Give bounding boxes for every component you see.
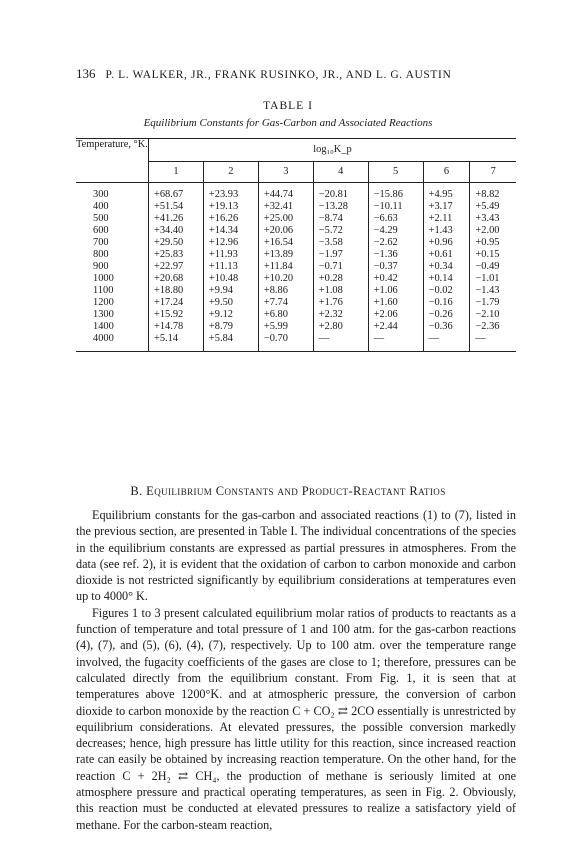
- logk-cell: −0.02: [423, 285, 470, 297]
- logk-cell: +14.34: [203, 225, 258, 237]
- logk-cell: −0.70: [258, 333, 313, 345]
- temperature-cell: 600: [76, 225, 149, 237]
- logk-cell: +6.80: [258, 309, 313, 321]
- table-row: [76, 321, 516, 333]
- logk-cell: +0.95: [475, 237, 500, 248]
- logk-cell: +18.80: [149, 285, 204, 297]
- logk-cell: +11.84: [258, 261, 313, 273]
- logk-cell: +0.61: [423, 249, 470, 261]
- logk-cell: −15.86: [368, 189, 423, 201]
- table-row: [76, 225, 516, 237]
- logk-cell: +0.14: [423, 273, 470, 285]
- logk-cell: +17.24: [149, 297, 204, 309]
- logk-cell: +2.44: [368, 321, 423, 333]
- author-line: P. L. WALKER, JR., FRANK RUSINKO, JR., AND L. G. AUSTIN: [105, 69, 452, 81]
- logk-cell: +8.86: [258, 285, 313, 297]
- logk-cell: +2.32: [313, 309, 368, 321]
- temperature-cell: 4000: [76, 333, 149, 345]
- logk-cell: +10.20: [258, 273, 313, 285]
- logk-cell: —: [313, 333, 368, 345]
- logk-cell: −1.43: [475, 285, 500, 296]
- logk-cell: +8.82: [475, 189, 500, 200]
- logk-cell: +11.93: [203, 249, 258, 261]
- logk-cell: −1.36: [368, 249, 423, 261]
- logk-cell: —: [423, 333, 470, 345]
- table-row: [76, 261, 516, 273]
- logk-header: log₁₀K_p: [313, 144, 352, 155]
- logk-cell: +1.43: [423, 225, 470, 237]
- logk-cell: +5.99: [258, 321, 313, 333]
- logk-cell: +22.97: [149, 261, 204, 273]
- logk-cell: −4.29: [368, 225, 423, 237]
- logk-cell: +41.26: [149, 213, 204, 225]
- table-caption: Equilibrium Constants for Gas-Carbon and Associated Reactions: [143, 117, 433, 129]
- logk-cell: +2.00: [475, 225, 500, 236]
- table-title: TABLE I: [263, 100, 313, 112]
- temperature-cell: 1200: [76, 297, 149, 309]
- logk-cell: −1.01: [475, 273, 500, 284]
- logk-cell: −10.11: [368, 201, 423, 213]
- logk-cell: +20.06: [258, 225, 313, 237]
- logk-cell: −13.28: [313, 201, 368, 213]
- logk-cell: −2.36: [475, 321, 500, 332]
- logk-cell: +44.74: [258, 189, 313, 201]
- logk-cell: +25.00: [258, 213, 313, 225]
- logk-cell: +4.95: [423, 189, 470, 201]
- column-header: 5: [368, 162, 423, 183]
- logk-cell: +16.26: [203, 213, 258, 225]
- column-header: 4: [313, 162, 368, 183]
- logk-cell: −0.36: [423, 321, 470, 333]
- logk-cell: −0.71: [313, 261, 368, 273]
- temperature-cell: 800: [76, 249, 149, 261]
- logk-cell: +16.54: [258, 237, 313, 249]
- logk-cell: +51.54: [149, 201, 204, 213]
- logk-cell: +0.96: [423, 237, 470, 249]
- table-row: [76, 309, 516, 321]
- logk-cell: +3.43: [475, 213, 500, 224]
- logk-cell: −0.26: [423, 309, 470, 321]
- logk-cell: +11.13: [203, 261, 258, 273]
- logk-cell: +29.50: [149, 237, 204, 249]
- logk-cell: +68.67: [149, 189, 204, 201]
- logk-cell: +7.74: [258, 297, 313, 309]
- logk-cell: −0.49: [475, 261, 500, 272]
- table-row: [76, 273, 516, 285]
- logk-cell: +10.48: [203, 273, 258, 285]
- logk-cell: +3.17: [423, 201, 470, 213]
- logk-cell: +5.49: [475, 201, 500, 212]
- table-spacer-row: [76, 345, 516, 352]
- table-row: [76, 249, 516, 261]
- logk-cell: +2.11: [423, 213, 470, 225]
- table-row: [76, 189, 516, 201]
- table-row: [76, 213, 516, 225]
- column-header: 7: [490, 166, 496, 177]
- logk-cell: +2.80: [313, 321, 368, 333]
- logk-cell: +20.68: [149, 273, 204, 285]
- temperature-header: Temperature, °K.: [76, 139, 149, 183]
- logk-cell: +12.96: [203, 237, 258, 249]
- logk-cell: —: [475, 333, 486, 344]
- logk-cell: +34.40: [149, 225, 204, 237]
- logk-cell: +32.41: [258, 201, 313, 213]
- logk-cell: +0.34: [423, 261, 470, 273]
- logk-cell: +8.79: [203, 321, 258, 333]
- logk-cell: −3.58: [313, 237, 368, 249]
- logk-cell: +1.06: [368, 285, 423, 297]
- temperature-cell: 1000: [76, 273, 149, 285]
- column-header: 1: [149, 162, 204, 183]
- logk-cell: +0.15: [475, 249, 500, 260]
- logk-cell: +23.93: [203, 189, 258, 201]
- temperature-cell: 500: [76, 213, 149, 225]
- body-text: [76, 507, 516, 833]
- logk-cell: +2.06: [368, 309, 423, 321]
- table-row: [76, 237, 516, 249]
- logk-cell: +9.94: [203, 285, 258, 297]
- logk-cell: −5.72: [313, 225, 368, 237]
- logk-cell: +1.08: [313, 285, 368, 297]
- logk-cell: −1.97: [313, 249, 368, 261]
- table-row: [76, 285, 516, 297]
- logk-cell: +9.50: [203, 297, 258, 309]
- logk-cell: +15.92: [149, 309, 204, 321]
- temperature-cell: 1300: [76, 309, 149, 321]
- logk-cell: −20.81: [313, 189, 368, 201]
- logk-cell: +19.13: [203, 201, 258, 213]
- temperature-cell: 300: [76, 189, 149, 201]
- logk-cell: +1.60: [368, 297, 423, 309]
- temperature-cell: 1100: [76, 285, 149, 297]
- logk-cell: +5.14: [149, 333, 204, 345]
- temperature-cell: 700: [76, 237, 149, 249]
- logk-cell: −1.79: [475, 297, 500, 308]
- logk-cell: +5.84: [203, 333, 258, 345]
- logk-cell: −6.63: [368, 213, 423, 225]
- logk-cell: +1.76: [313, 297, 368, 309]
- table-row: [76, 201, 516, 213]
- temperature-cell: 400: [76, 201, 149, 213]
- running-header: [76, 66, 516, 82]
- logk-cell: +0.42: [368, 273, 423, 285]
- equilibrium-table: [76, 138, 516, 352]
- paragraph: Figures 1 to 3 present calculated equilibrium molar ratios of products to reactants as a function of temperature and total pressure of 1 and 100 atm. for the gas-carbon reactions (4), (7), and (5), (6), (4), (7), respectively. Up to 100 atm. over the temperature range involved, the fugacity coefficients of the gases are close to 1; therefore, pressures can be calculated directly from the equilibrium constant. From Fig. 1, it is seen that at temperatures above 1200°K. and at atmospheric pressure, the conversion of carbon dioxide to carbon monoxide by the reaction C + CO₂ ⇄ 2CO essentially is unrestricted by equilibrium considerations. At elevated pressures, the possible conversion markedly decreases; hence, high pressure has little utility for this reaction, since increased reaction rate can easily be obtained by increasing reaction temperature. On the other hand, for the reaction C + 2H₂ ⇄ CH₄, the production of methane is seriously limited at one atmosphere pressure and practical operating temperatures, as seen in Fig. 2. Obviously, this reaction must be conducted at elevated pressures to realize a satisfactory yield of methane. For the carbon-steam reaction,: [76, 605, 516, 832]
- logk-cell: +9.12: [203, 309, 258, 321]
- logk-cell: —: [368, 333, 423, 345]
- logk-cell: −0.16: [423, 297, 470, 309]
- temperature-cell: 1400: [76, 321, 149, 333]
- table-row: [76, 297, 516, 309]
- logk-cell: +25.83: [149, 249, 204, 261]
- logk-cell: +0.28: [313, 273, 368, 285]
- logk-cell: −2.62: [368, 237, 423, 249]
- logk-cell: −2.10: [475, 309, 500, 320]
- logk-cell: −8.74: [313, 213, 368, 225]
- table-row: [76, 333, 516, 345]
- logk-cell: +13.89: [258, 249, 313, 261]
- temperature-cell: 900: [76, 261, 149, 273]
- column-header: 3: [258, 162, 313, 183]
- column-header: 6: [423, 162, 470, 183]
- table-body: [76, 183, 516, 352]
- section-title: B. Equilibrium Constants and Product-Reactant Ratios: [130, 484, 446, 498]
- logk-cell: +14.78: [149, 321, 204, 333]
- logk-cell: −0.37: [368, 261, 423, 273]
- page-number: 136: [76, 66, 96, 81]
- column-header: 2: [203, 162, 258, 183]
- paragraph: Equilibrium constants for the gas-carbon and associated reactions (1) to (7), listed in the previous section, are presented in Table I. The individual concentrations of the species in the equilibrium constants are expressed as partial pressures in atmospheres. From the data (see ref. 2), it is evident that the oxidation of carbon to carbon monoxide and carbon dioxide is not restricted significantly by equilibrium considerations at temperatures even up to 4000° K.: [76, 508, 516, 604]
